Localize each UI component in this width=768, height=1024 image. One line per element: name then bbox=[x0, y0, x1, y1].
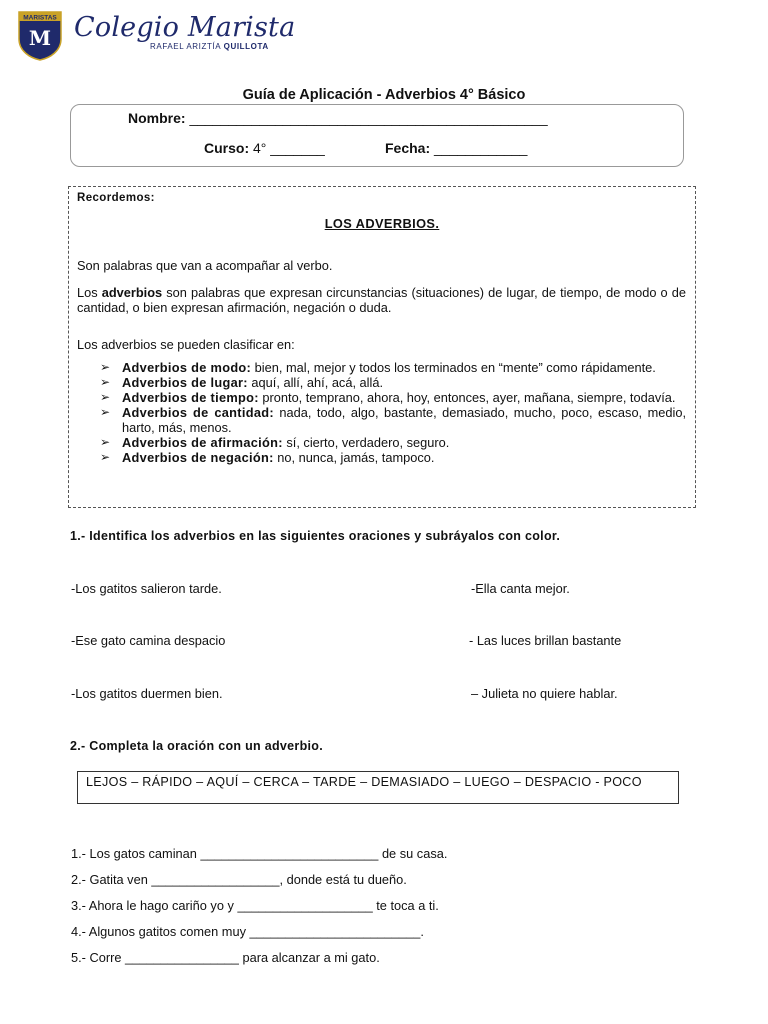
fill-blank-sentence[interactable]: 1.- Los gatos caminan _________________________ de su casa. bbox=[71, 846, 448, 861]
arrow-bullet-icon: ➢ bbox=[100, 375, 111, 389]
curso-field[interactable]: Curso: 4° _______ bbox=[204, 140, 325, 156]
list-item: ➢ Adverbios de afirmación: sí, cierto, verdadero, seguro. bbox=[100, 435, 450, 450]
adverbios-description: Los adverbios son palabras que expresan circunstancias (situaciones) de lugar, de tiempo, de modo o de cantidad, o bien expresan afirmación, negación o duda. bbox=[77, 285, 686, 315]
monogram-icon: M bbox=[28, 26, 52, 50]
list-item: ➢ Adverbios de modo: bien, mal, mejor y todos los terminados en “mente” como rápidamente. bbox=[100, 360, 656, 375]
exercise-1-sentence[interactable]: -Ese gato camina despacio bbox=[71, 633, 226, 648]
exercise-1-sentence[interactable]: -Los gatitos duermen bien. bbox=[71, 686, 223, 701]
list-item: ➢ Adverbios de cantidad: nada, todo, algo, bastante, demasiado, mucho, poco, escaso, medio, harto, más, menos. bbox=[100, 405, 686, 435]
arrow-bullet-icon: ➢ bbox=[100, 360, 111, 374]
exercise-1-sentence[interactable]: -Ella canta mejor. bbox=[471, 581, 570, 596]
list-item: ➢ Adverbios de negación: no, nunca, jamás, tampoco. bbox=[100, 450, 435, 465]
word-bank-text: LEJOS – RÁPIDO – AQUÍ – CERCA – TARDE – DEMASIADO – LUEGO – DESPACIO - POCO bbox=[86, 775, 642, 789]
arrow-bullet-icon: ➢ bbox=[100, 435, 111, 449]
page-title: Guía de Aplicación - Adverbios 4° Básico bbox=[242, 87, 526, 103]
recordemos-label: Recordemos: bbox=[77, 192, 155, 204]
list-item: ➢ Adverbios de tiempo: pronto, temprano, ahora, hoy, entonces, ayer, mañana, siempre, todavía. bbox=[100, 390, 676, 405]
school-subtitle: RAFAEL ARIZTÍA QUILLOTA bbox=[150, 42, 269, 51]
nombre-field[interactable]: Nombre: ______________________________________________ bbox=[128, 110, 548, 126]
exercise-1-sentence[interactable]: - Las luces brillan bastante bbox=[469, 633, 622, 648]
arrow-bullet-icon: ➢ bbox=[100, 390, 111, 404]
exercise-1-sentence[interactable]: -Los gatitos salieron tarde. bbox=[71, 581, 222, 596]
adverbios-heading: LOS ADVERBIOS. bbox=[324, 216, 440, 231]
fill-blank-sentence[interactable]: 4.- Algunos gatitos comen muy ________________________. bbox=[71, 924, 424, 939]
classification-intro: Los adverbios se pueden clasificar en: bbox=[77, 337, 295, 352]
shield-text: MARISTAS bbox=[23, 14, 57, 22]
school-shield-logo bbox=[16, 9, 64, 61]
word-bank-box bbox=[77, 771, 679, 804]
adverb-types-list bbox=[100, 360, 686, 465]
school-name: Colegio Marista bbox=[74, 12, 296, 43]
fecha-field[interactable]: Fecha: ____________ bbox=[385, 140, 528, 156]
fill-blank-sentence[interactable]: 3.- Ahora le hago cariño yo y ___________________ te toca a ti. bbox=[71, 898, 439, 913]
exercise-1-title: 1.- Identifica los adverbios en las siguientes oraciones y subráyalos con color. bbox=[70, 529, 561, 543]
list-item: ➢ Adverbios de lugar: aquí, allí, ahí, acá, allá. bbox=[100, 375, 384, 390]
exercise-1-sentence[interactable]: – Julieta no quiere hablar. bbox=[471, 686, 618, 701]
exercise-2-title: 2.- Completa la oración con un adverbio. bbox=[70, 739, 324, 753]
definition-text: Son palabras que van a acompañar al verbo. bbox=[77, 258, 333, 273]
arrow-bullet-icon: ➢ bbox=[100, 450, 111, 464]
arrow-bullet-icon: ➢ bbox=[100, 405, 111, 419]
fill-blank-sentence[interactable]: 5.- Corre ________________ para alcanzar a mi gato. bbox=[71, 950, 380, 965]
fill-blank-sentence[interactable]: 2.- Gatita ven __________________, donde está tu dueño. bbox=[71, 872, 407, 887]
